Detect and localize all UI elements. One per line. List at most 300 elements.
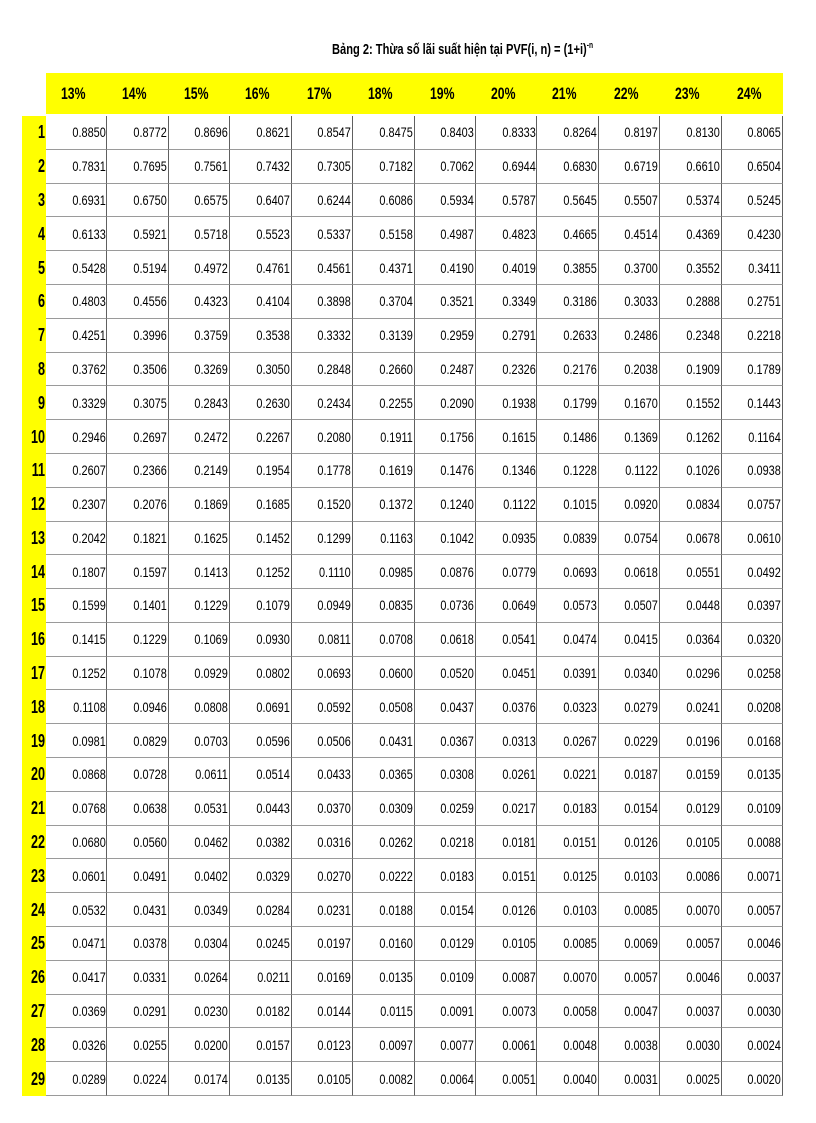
table-cell [292,961,353,995]
table-cell-value: 0.1443 [747,394,781,411]
table-cell [599,184,660,218]
table-cell [415,1028,476,1062]
period-label [22,522,46,556]
table-cell-value: 0.2946 [72,428,106,445]
table-cell [230,386,291,420]
table-cell [537,285,598,319]
table-cell-value: 0.0320 [747,631,781,648]
table-cell-value: 0.0105 [317,1070,352,1087]
table-cell [46,724,107,758]
table-cell-value: 0.7695 [133,158,167,175]
table-cell [46,184,107,218]
table-cell [353,251,414,285]
table-cell-value: 0.8130 [686,124,720,141]
table-cell [46,454,107,488]
rate-header-cell: 15% [183,84,209,103]
table-cell [476,353,537,387]
period-label [22,454,46,488]
table-cell-value: 0.0296 [686,665,720,682]
table-cell-value: 0.0031 [624,1070,659,1087]
table-cell-value: 0.0091 [440,1003,474,1019]
table-cell [415,961,476,995]
table-cell [599,961,660,995]
table-cell-value: 0.0365 [379,766,413,783]
table-cell-value: 0.0638 [133,800,167,817]
table-cell-value: 0.0938 [747,462,781,479]
table-cell [660,927,721,961]
table-cell-value: 0.3050 [256,360,290,377]
table-cell [415,893,476,927]
table-cell-value: 0.8772 [133,124,167,141]
period-label [22,995,46,1029]
table-cell-value: 0.2487 [440,360,474,377]
table-cell-value: 0.0649 [501,597,536,614]
table-cell-value: 0.0834 [686,496,720,513]
table-cell-value: 0.1869 [194,496,229,513]
table-cell-value: 0.0981 [72,732,106,749]
table-cell-value: 0.0123 [317,1036,352,1053]
table-cell [660,488,721,522]
table-cell-value: 0.0935 [501,529,536,546]
rate-header-cell: 17% [306,84,332,103]
table-cell-value: 0.6750 [133,191,167,208]
table-cell-value: 0.5374 [686,191,720,208]
period-label [22,353,46,387]
table-cell [415,995,476,1029]
table-cell-value: 0.1069 [194,631,229,648]
table-cell-value: 0.1599 [72,597,106,614]
table-cell [46,1062,107,1096]
table-cell [169,859,230,893]
table-cell-value: 0.0105 [501,935,536,952]
table-cell [230,522,291,556]
table-cell [660,724,721,758]
table-cell-value: 0.1615 [501,428,536,445]
table-cell-value: 0.0048 [563,1036,597,1053]
table-cell [722,792,783,826]
table-cell-value: 0.4987 [440,225,474,242]
table-cell [292,623,353,657]
table-cell-value: 0.6504 [747,158,781,175]
table-cell [537,420,598,454]
table-cell-value: 0.0200 [194,1036,229,1053]
table-cell-value: 0.0541 [501,631,536,648]
period-label-text: 8 [37,358,45,379]
table-cell-value: 0.0601 [72,867,106,884]
table-cell-value: 0.0046 [686,969,720,986]
table-cell-value: 0.2042 [72,529,106,546]
table-cell [660,555,721,589]
period-label-text: 10 [30,426,45,447]
table-cell [476,454,537,488]
table-cell-value: 0.2848 [317,360,352,377]
table-cell-value: 0.0592 [317,698,352,715]
table-cell-value: 0.0474 [563,631,597,648]
table-cell-value: 0.3075 [133,394,167,411]
table-cell [353,420,414,454]
table-cell [599,420,660,454]
table-cell-value: 0.1026 [686,462,720,479]
period-label-text: 1 [37,122,45,143]
table-cell [107,758,168,792]
table-cell-value: 0.2348 [686,327,720,344]
table-cell-value: 0.0757 [747,496,781,513]
table-cell [46,555,107,589]
table-cell-value: 0.5158 [379,225,413,242]
table-cell [46,893,107,927]
table-cell [599,1028,660,1062]
table-cell-value: 0.2751 [747,293,781,310]
table-cell-value: 0.1228 [563,462,597,479]
table-cell [353,859,414,893]
table-cell [230,488,291,522]
table-cell-value: 0.0431 [133,901,167,918]
rate-header-cell: 24% [736,84,762,103]
table-cell [415,623,476,657]
rate-header-cell: 19% [429,84,455,103]
table-cell [353,792,414,826]
table-cell-value: 0.1122 [502,496,536,513]
table-cell [476,184,537,218]
table-cell [46,488,107,522]
table-cell-value: 0.4369 [686,225,720,242]
period-label [22,1062,46,1096]
period-label-text: 15 [30,595,45,616]
table-cell [537,758,598,792]
table-cell [353,386,414,420]
table-cell [169,724,230,758]
table-cell [537,961,598,995]
table-cell [169,623,230,657]
table-cell [292,116,353,150]
table-cell-value: 0.0693 [563,563,597,580]
period-label-text: 20 [30,764,45,785]
table-cell-value: 0.1229 [133,631,167,648]
table-cell [169,589,230,623]
table-cell-value: 0.5718 [194,225,229,242]
table-cell-value: 0.0811 [318,631,352,648]
table-cell [722,150,783,184]
table-cell [537,251,598,285]
table-cell [230,893,291,927]
table-cell-value: 0.0168 [747,732,781,749]
table-cell-value: 0.7432 [256,158,290,175]
table-cell [169,184,230,218]
table-cell [415,927,476,961]
table-cell [107,116,168,150]
table-cell [722,522,783,556]
table-cell-value: 0.0367 [440,732,474,749]
table-cell [107,522,168,556]
table-cell-value: 0.2255 [379,394,413,411]
table-cell-value: 0.0129 [440,935,474,952]
table-cell-value: 0.0259 [440,800,474,817]
table-cell-value: 0.0245 [256,935,290,952]
table-cell-value: 0.0211 [257,969,290,986]
table-cell [722,927,783,961]
table-cell-value: 0.1938 [501,394,536,411]
table-cell [353,488,414,522]
table-cell [169,690,230,724]
table-cell-value: 0.0829 [133,732,167,749]
table-cell [292,758,353,792]
table-cell [353,319,414,353]
table-cell [292,454,353,488]
table-cell [107,623,168,657]
table-cell [537,792,598,826]
table-cell-value: 0.1372 [379,496,413,513]
table-cell [476,555,537,589]
table-cell-value: 0.3329 [72,394,106,411]
table-cell [292,150,353,184]
table-cell-value: 0.4104 [256,293,290,310]
table-cell-value: 0.0135 [747,766,781,783]
table-cell [537,488,598,522]
table-cell-value: 0.8547 [317,124,352,141]
rate-header-cell: 13% [61,84,86,103]
table-cell-value: 0.0020 [747,1070,781,1087]
table-cell-value: 0.1413 [194,563,229,580]
table-cell-value: 0.0087 [501,969,536,986]
table-cell [599,251,660,285]
table-cell-value: 0.4823 [501,225,536,242]
table-cell [599,758,660,792]
table-cell [353,724,414,758]
table-cell [292,657,353,691]
table-cell-value: 0.0369 [72,1003,106,1019]
table-cell [230,319,291,353]
table-cell-value: 0.7561 [194,158,229,175]
table-cell [292,724,353,758]
table-cell [476,589,537,623]
table-cell-value: 0.3269 [194,360,229,377]
table-cell-value: 0.0532 [72,901,106,918]
table-cell-value: 0.0329 [256,867,290,884]
table-cell [537,826,598,860]
table-cell [107,386,168,420]
table-cell [660,1028,721,1062]
table-cell [599,353,660,387]
table-cell-value: 0.3349 [501,293,536,310]
table-cell [415,353,476,387]
table-cell-value: 0.3759 [194,327,229,344]
table-cell-value: 0.0451 [501,665,536,682]
table-cell [230,1062,291,1096]
table-cell-value: 0.1625 [194,529,229,546]
table-cell-value: 0.1163 [379,529,413,546]
table-cell [292,826,353,860]
table-cell-value: 0.0309 [379,800,413,817]
table-cell-value: 0.0086 [686,867,720,884]
table-cell [292,1028,353,1062]
table-cell [169,217,230,251]
table-cell [660,995,721,1029]
table-cell-value: 0.0382 [256,834,290,851]
table-cell-value: 0.0279 [624,698,659,715]
table-cell [537,1062,598,1096]
table-cell-value: 0.0183 [563,800,597,817]
table-cell [353,184,414,218]
table-cell-value: 0.3762 [72,360,106,377]
table-cell-value: 0.0340 [624,665,659,682]
table-cell [46,690,107,724]
table-cell [353,150,414,184]
table-cell [169,792,230,826]
table-cell-value: 0.0073 [501,1003,536,1019]
table-cell [292,488,353,522]
period-label-text: 28 [30,1034,45,1055]
table-cell-value: 0.8696 [194,124,229,141]
table-cell [722,353,783,387]
period-label-text: 2 [37,156,45,177]
table-cell [230,657,291,691]
table-cell-value: 0.8264 [563,124,597,141]
table-cell-value: 0.0183 [440,867,474,884]
period-label [22,116,46,150]
table-cell [415,657,476,691]
table-cell [415,184,476,218]
table-cell [46,792,107,826]
table-cell [537,859,598,893]
table-cell-value: 0.0169 [317,969,352,986]
table-cell [722,184,783,218]
table-cell-value: 0.0431 [379,732,413,749]
table-cell [169,454,230,488]
period-label [22,420,46,454]
table-cell-value: 0.0218 [440,834,474,851]
table-cell [476,826,537,860]
table-cell [292,386,353,420]
period-label-text: 29 [30,1068,45,1089]
table-cell [415,758,476,792]
table-cell-value: 0.1401 [133,597,167,614]
table-cell-value: 0.7305 [317,158,352,175]
table-cell [599,319,660,353]
table-cell-value: 0.0070 [686,901,720,918]
table-cell [415,724,476,758]
table-cell-value: 0.5645 [563,191,597,208]
table-cell-value: 0.0224 [133,1070,167,1087]
table-cell-value: 0.0448 [686,597,720,614]
table-cell [660,386,721,420]
table-cell [660,657,721,691]
table-cell [722,386,783,420]
table-cell-value: 0.0154 [440,901,474,918]
table-cell [599,1062,660,1096]
table-cell-value: 0.0573 [563,597,597,614]
table-cell [230,454,291,488]
table-cell-value: 0.0040 [563,1070,597,1087]
table-cell [230,285,291,319]
table-cell-value: 0.0037 [686,1003,720,1019]
table-cell-value: 0.0085 [563,935,597,952]
table-cell [107,826,168,860]
table-cell [599,454,660,488]
table-cell-value: 0.0151 [501,867,536,884]
table-cell [169,893,230,927]
table-cell [107,792,168,826]
table-cell [230,1028,291,1062]
table-cell [476,859,537,893]
table-cell [476,150,537,184]
table-cell [476,319,537,353]
table-cell [46,420,107,454]
table-cell-value: 0.0946 [133,698,167,715]
table-cell-value: 0.1262 [686,428,720,445]
table-cell-value: 0.1042 [440,529,474,546]
period-label-text: 16 [30,629,45,650]
table-cell [599,116,660,150]
table-cell-value: 0.5787 [501,191,536,208]
table-cell-value: 0.6610 [686,158,720,175]
table-cell-value: 0.0188 [379,901,413,918]
table-cell [107,1028,168,1062]
table-cell [230,724,291,758]
table-cell [660,792,721,826]
period-label [22,859,46,893]
table-cell [415,555,476,589]
table-cell-value: 0.2630 [256,394,290,411]
table-cell-value: 0.0397 [747,597,781,614]
pvf-table [22,116,783,1096]
table-cell-value: 0.1909 [686,360,720,377]
table-cell-value: 0.1079 [256,597,290,614]
table-cell [107,995,168,1029]
table-cell-value: 0.8850 [72,124,106,141]
table-cell-value: 0.8403 [440,124,474,141]
table-cell [599,893,660,927]
table-cell-value: 0.1252 [256,563,290,580]
table-cell [476,792,537,826]
table-cell [476,995,537,1029]
table-cell [230,859,291,893]
table-cell-value: 0.0264 [194,969,229,986]
table-cell-value: 0.0070 [563,969,597,986]
table-cell [292,690,353,724]
table-cell-value: 0.3186 [563,293,597,310]
table-cell [722,116,783,150]
table-cell [107,285,168,319]
table-cell-value: 0.0531 [194,800,229,817]
table-cell [722,319,783,353]
table-cell-value: 0.0331 [133,969,167,986]
table-cell-value: 0.0057 [686,935,720,952]
table-cell [660,319,721,353]
table-cell [722,893,783,927]
table-cell-value: 0.2149 [194,462,229,479]
period-label [22,893,46,927]
table-cell-value: 0.0182 [256,1003,290,1019]
table-cell-value: 0.0061 [501,1036,536,1053]
table-cell-value: 0.0680 [72,834,106,851]
table-cell-value: 0.2366 [133,462,167,479]
table-cell [537,589,598,623]
table-cell [292,217,353,251]
table-cell [660,150,721,184]
table-cell [230,589,291,623]
table-cell [230,961,291,995]
table-cell-value: 0.0492 [747,563,781,580]
table-cell-value: 0.5245 [747,191,781,208]
table-cell [353,690,414,724]
table-cell-value: 0.0058 [563,1003,597,1019]
table-cell [660,217,721,251]
table-cell [476,657,537,691]
table-cell [599,217,660,251]
table-cell [537,893,598,927]
period-label-text: 5 [37,257,45,278]
period-label [22,285,46,319]
